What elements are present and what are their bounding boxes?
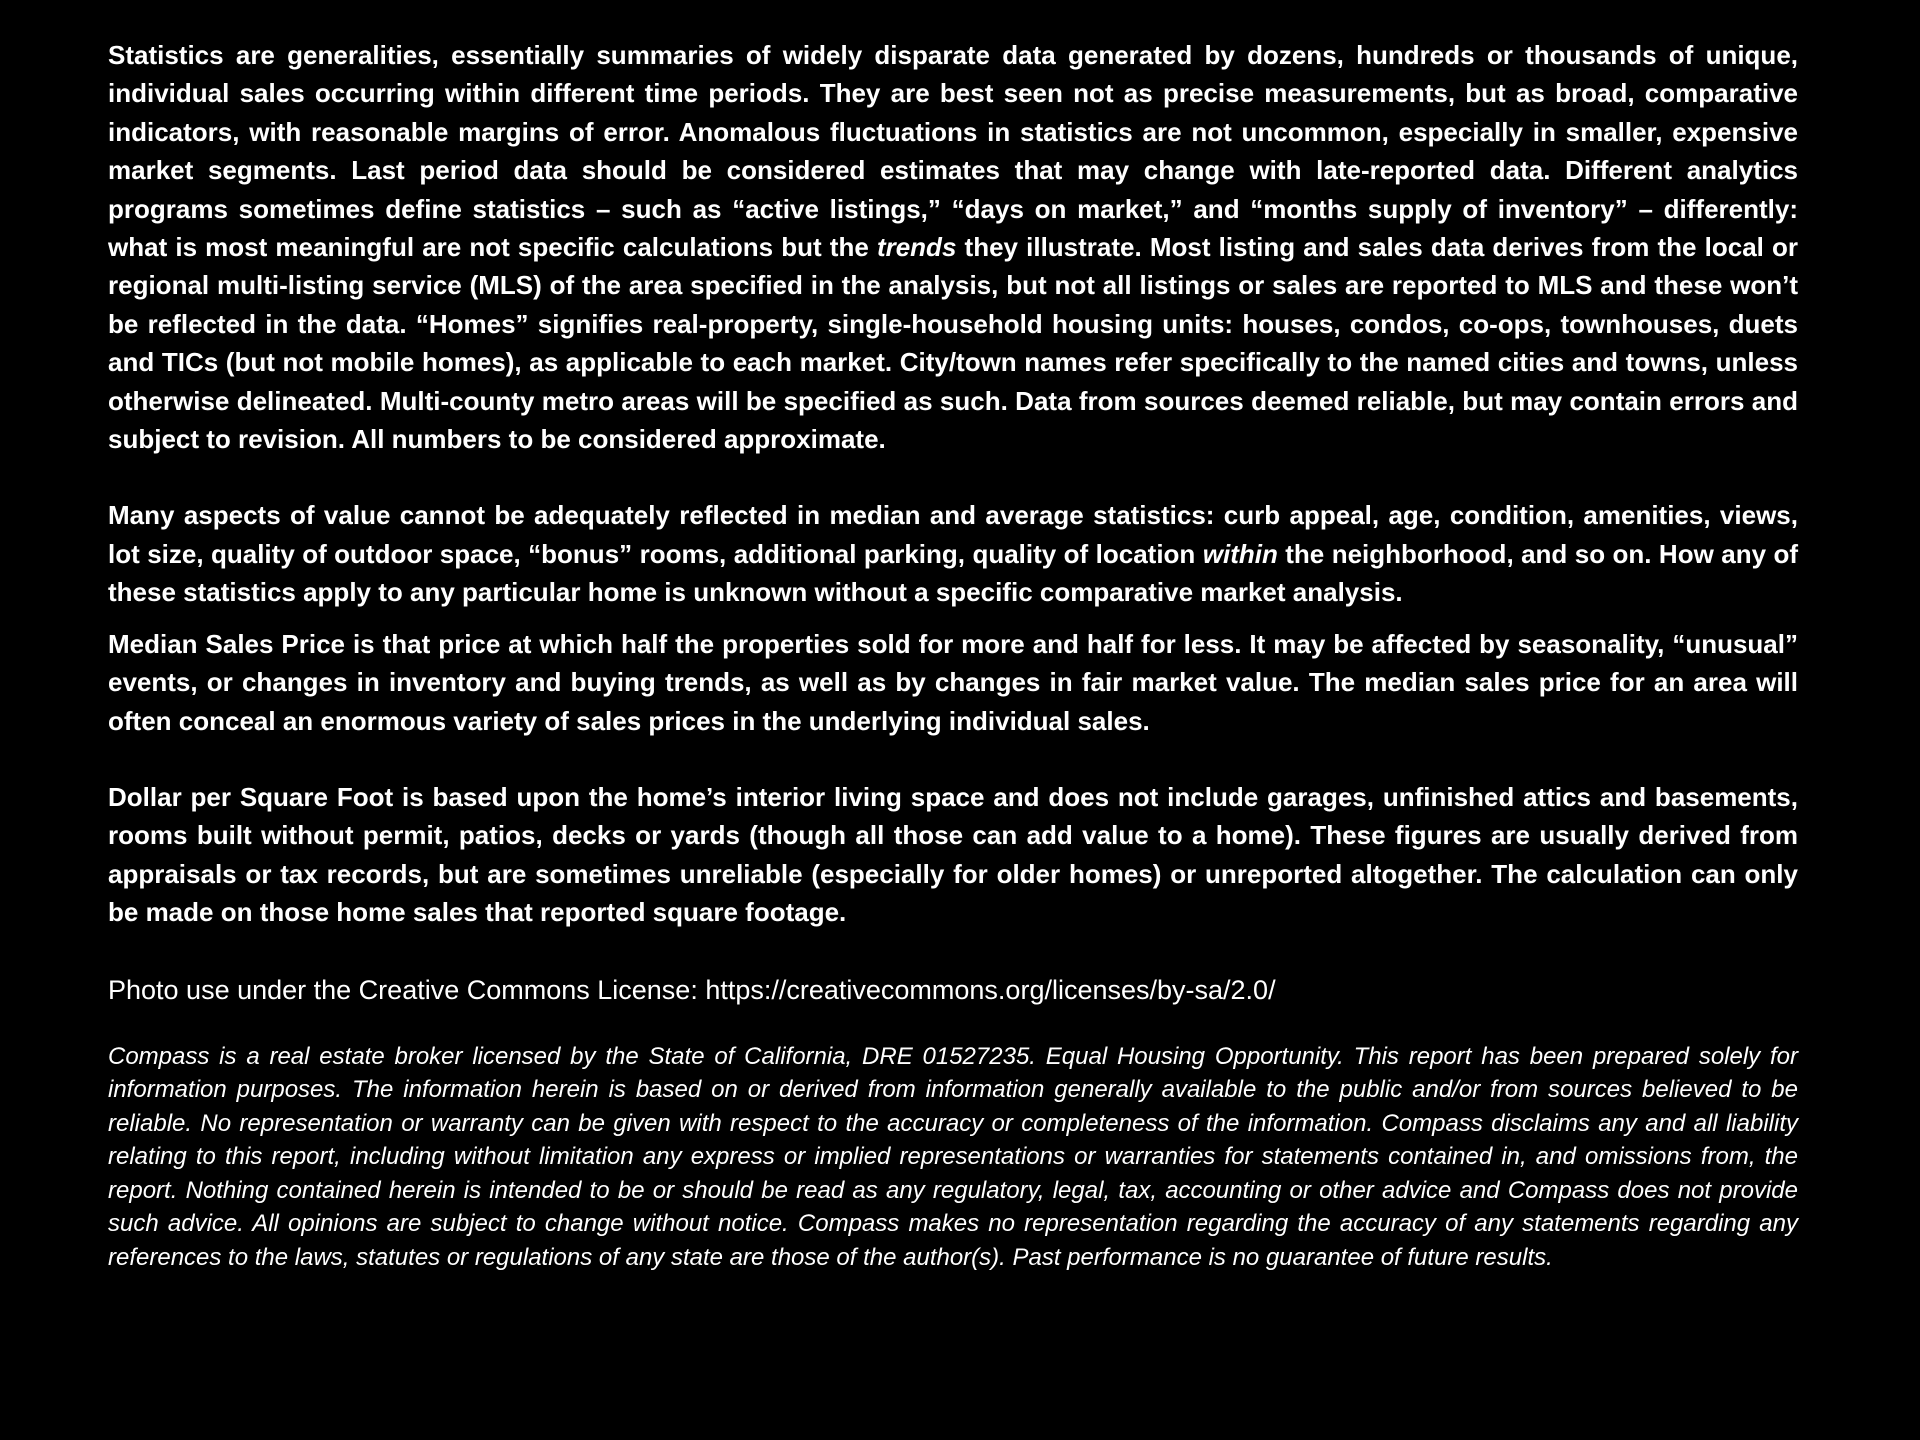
- dollar-per-sqft-paragraph: Dollar per Square Foot is based upon the home’s interior living space and does not include garages, unfinished attics and basements, rooms built without permit, patios, decks or yards (though all those can add value to a home). These figures are usually derived from appraisals or tax records, but are sometimes unreliable (especially for older homes) or unreported altogether. The calculation can only be made on those home sales that reported square footage.: [108, 781, 1798, 928]
- statistics-paragraph: [108, 36, 1798, 458]
- photo-license-line: Photo use under the Creative Commons License: https://creativecommons.org/licenses/by-sa/2.0/: [108, 974, 1276, 1005]
- value-aspects-paragraph: [108, 496, 1798, 611]
- statistics-text-part2: they illustrate. Most listing and sales data derives from the local or regional multi-listing service (MLS) of the area specified in the analysis, but not all listings or sales are reported to MLS and these won’t be reflected in the data. “Homes” signifies real-property, single-household housing units: houses, condos, co-ops, townhouses, duets and TICs (but not mobile homes), as applicable to each market. City/town names refer specifically to the named cities and towns, unless otherwise delineated. Multi-county metro areas will be specified as such. Data from sources deemed reliable, but may contain errors and subject to revision. All numbers to be considered approximate.: [108, 232, 1799, 455]
- statistics-emphasis-trends: trends: [876, 232, 957, 263]
- legal-disclaimer: Compass is a real estate broker licensed by the State of California, DRE 01527235. Equal Housing Opportunity. This report has been prepared solely for information purposes. The information herein is based on or derived from information generally available to the public and/or from sources believed to be reliable. No representation or warranty can be given with respect to the accuracy or completeness of the information. Compass disclaims any and all liability relating to this report, including without limitation any express or implied representations or warranties for statements contained in, and omissions from, the report. Nothing contained herein is intended to be or should be read as any regulatory, legal, tax, accounting or other advice and Compass does not provide such advice. All opinions are subject to change without notice. Compass makes no representation regarding the accuracy of any statements regarding any references to the laws, statutes or regulations of any state are those of the author(s). Past performance is no guarantee of future results.: [108, 1042, 1798, 1271]
- value-aspects-text-part2: the neighborhood, and so on. How any of these statistics apply to any particular home is unknown without a specific comparative market analysis.: [108, 538, 1799, 608]
- statistics-text-part1: Statistics are generalities, essentially summaries of widely disparate data generated by dozens, hundreds or thousands of unique, individual sales occurring within different time periods. They are best seen not as precise measurements, but as broad, comparative indicators, with reasonable margins of error. Anomalous fluctuations in statistics are not uncommon, especially in smaller, expensive market segments. Last period data should be considered estimates that may change with late-reported data. Different analytics programs sometimes define statistics – such as “active listings,” “days on market,” and “months supply of inventory” – differently: what is most meaningful are not specific calculations but the: [108, 40, 1798, 263]
- value-aspects-text-part1: Many aspects of value cannot be adequately reflected in median and average statistics: curb appeal, age, condition, amenities, views, lot size, quality of outdoor space, “bonus” rooms, additional parking, quality of location: [108, 500, 1798, 569]
- disclosure-page: [108, 36, 1798, 1274]
- median-sales-price-paragraph: Median Sales Price is that price at which half the properties sold for more and half for less. It may be affected by seasonality, “unusual” events, or changes in inventory and buying trends, as well as by changes in fair market value. The median sales price for an area will often conceal an enormous variety of sales prices in the underlying individual sales.: [108, 628, 1798, 736]
- value-aspects-emphasis-within: within: [1202, 538, 1278, 569]
